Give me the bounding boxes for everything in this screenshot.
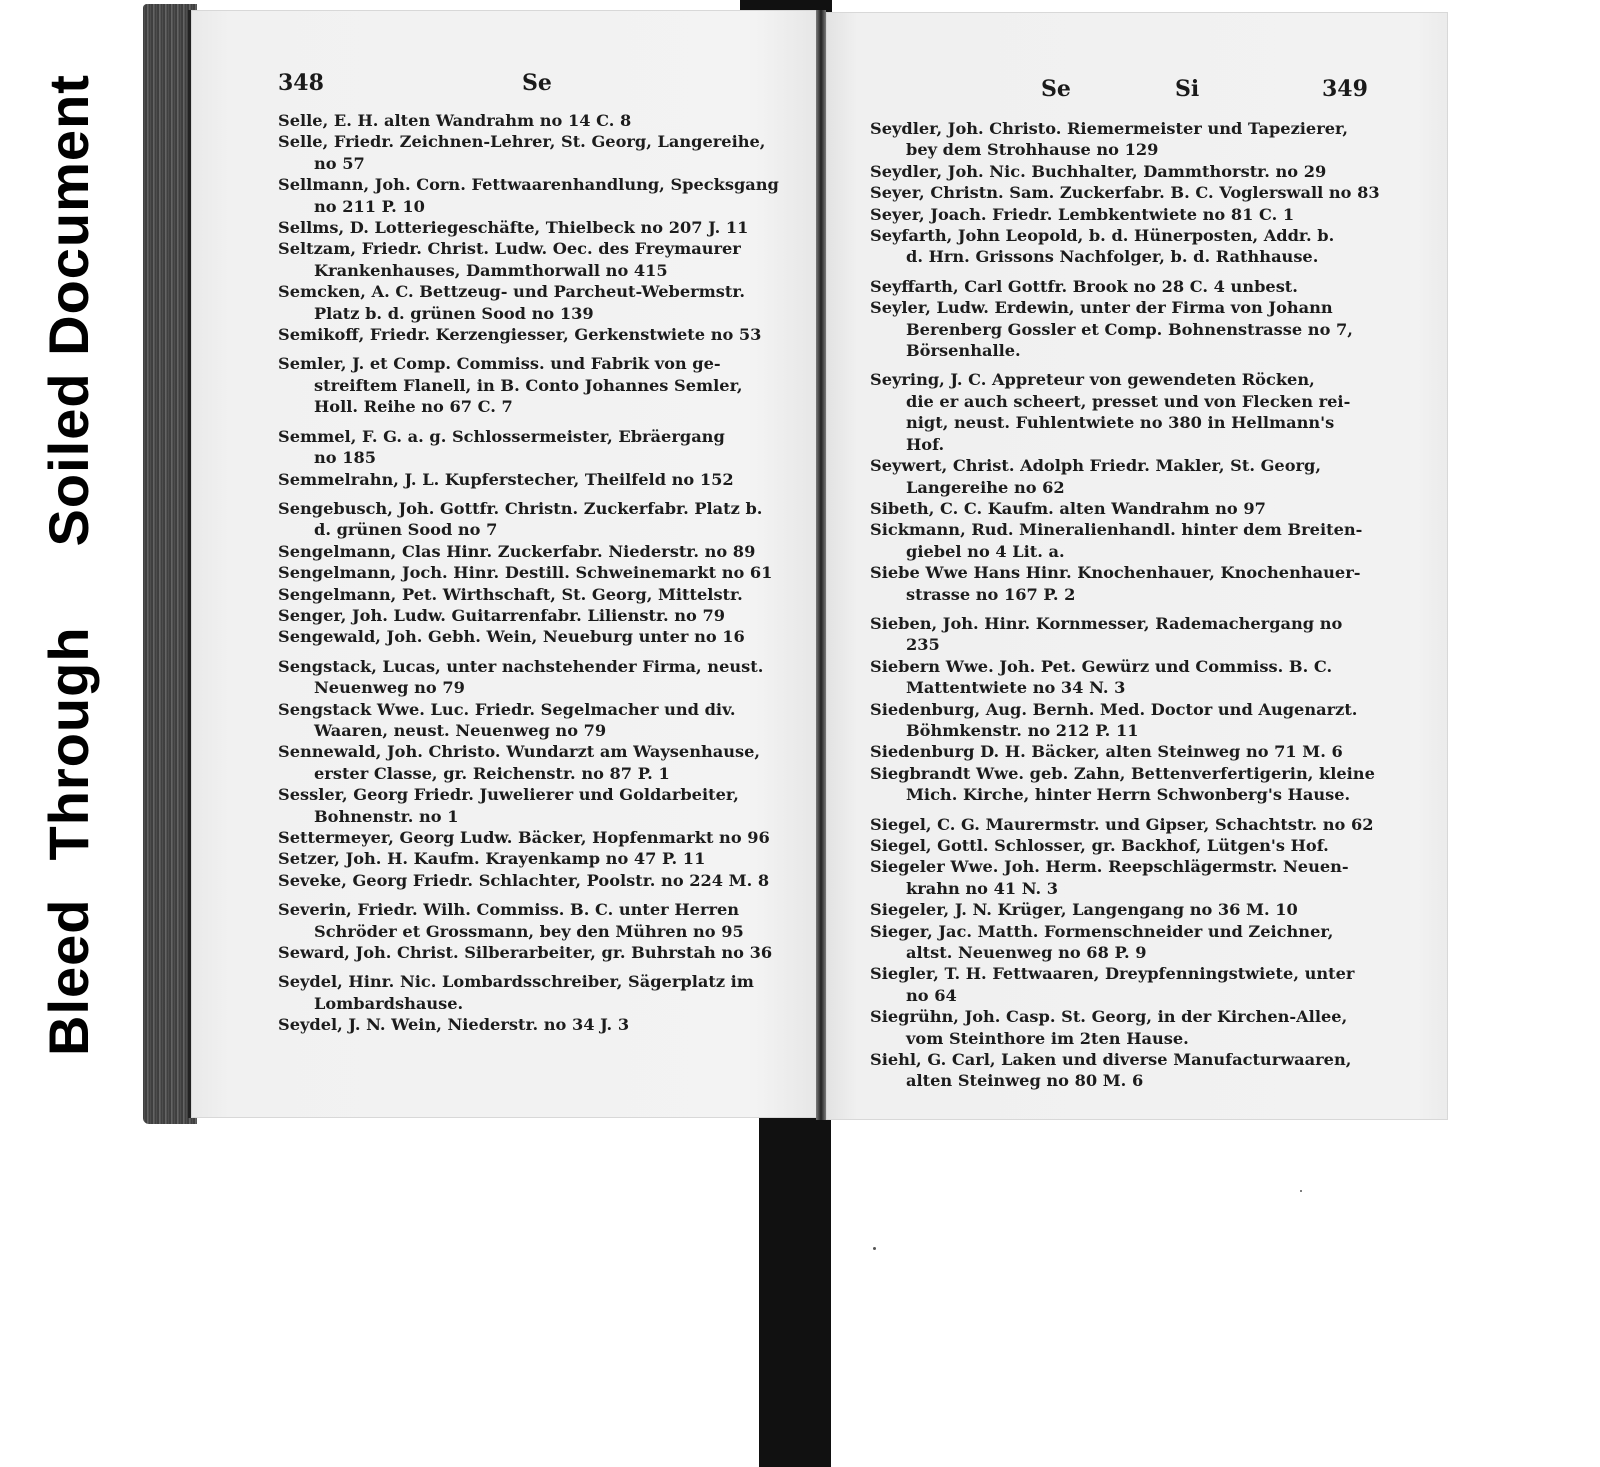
side-label xyxy=(36,74,101,1056)
directory-entry: Semikoff, Friedr. Kerzengiesser, Gerkenstwiete no 53 xyxy=(278,325,762,345)
directory-entry: Seveke, Georg Friedr. Schlachter, Poolstr. no 224 M. 8 xyxy=(278,870,770,890)
directory-entry: Sengelmann, Joch. Hinr. Destill. Schweinemarkt no 61 xyxy=(278,563,773,583)
directory-entry: Siegbrandt Wwe. geb. Zahn, Bettenverfertigerin, kleine Mich. Kirche, hinter Herrn Schwonberg's Hause. xyxy=(870,763,1375,805)
directory-entry: Seydler, Joh. Nic. Buchhalter, Dammthorstr. no 29 xyxy=(870,161,1327,181)
directory-entry: Seywert, Christ. Adolph Friedr. Makler, St. Georg, Langereihe no 62 xyxy=(870,456,1321,497)
directory-entry: Siegeler, J. N. Krüger, Langengang no 36 M. 10 xyxy=(870,900,1298,920)
left-page-header: Se xyxy=(522,70,552,96)
directory-entry: Setzer, Joh. H. Kaufm. Krayenkamp no 47 P. 11 xyxy=(278,849,706,869)
directory-entry: Seltzam, Friedr. Christ. Ludw. Oec. des Freymaurer Krankenhauses, Dammthorwall no 415 xyxy=(278,239,741,280)
directory-entry: Sengstack Wwe. Luc. Friedr. Segelmacher und div. Waaren, neust. Neuenweg no 79 xyxy=(278,699,736,740)
directory-entry: Sellmann, Joh. Corn. Fettwaarenhandlung, Specksgang no 211 P. 10 xyxy=(278,175,779,216)
directory-entry: Sengewald, Joh. Gebh. Wein, Neueburg unter no 16 xyxy=(278,627,745,647)
directory-entry: Sickmann, Rud. Mineralienhandl. hinter dem Breiten- giebel no 4 Lit. a. xyxy=(870,520,1363,561)
directory-entry: Siegrühn, Joh. Casp. St. Georg, in der Kirchen-Allee, vom Steinthore im 2ten Hause. xyxy=(870,1007,1348,1048)
directory-entry: Sennewald, Joh. Christo. Wundarzt am Waysenhause, erster Classe, gr. Reichenstr. no 87 P. 1 xyxy=(278,742,761,783)
directory-entry: Seyring, J. C. Appreteur von gewendeten Röcken, die er auch scheert, presset und von Flecken rei- nigt, neust. Fuhlentwiete no 380 in Hellmann's Hof. xyxy=(870,370,1351,454)
directory-entry: Siegel, Gottl. Schlosser, gr. Backhof, Lütgen's Hof. xyxy=(870,836,1329,855)
directory-entry: Semmelrahn, J. L. Kupferstecher, Theilfeld no 152 xyxy=(278,469,734,489)
directory-entry: Sessler, Georg Friedr. Juwelierer und Goldarbeiter, Bohnenstr. no 1 xyxy=(278,785,739,826)
directory-entry: Selle, Friedr. Zeichnen-Lehrer, St. Georg, Langereihe, no 57 xyxy=(278,132,766,173)
directory-entry: Siegler, T. H. Fettwaaren, Dreypfenningstwiete, unter no 64 xyxy=(870,964,1355,1005)
directory-entry: Sengelmann, Clas Hinr. Zuckerfabr. Niederstr. no 89 xyxy=(278,541,756,561)
directory-entry: Siedenburg D. H. Bäcker, alten Steinweg no 71 M. 6 xyxy=(870,742,1343,762)
directory-entry: Semcken, A. C. Bettzeug- und Parcheut-Webermstr. Platz b. d. grünen Sood no 139 xyxy=(278,282,746,323)
dust-speck xyxy=(1300,1190,1302,1192)
directory-entry: Sibeth, C. C. Kaufm. alten Wandrahm no 97 xyxy=(870,498,1266,518)
directory-entry: Seyer, Christn. Sam. Zuckerfabr. B. C. Voglerswall no 83 xyxy=(870,183,1380,203)
directory-entry: Siedenburg, Aug. Bernh. Med. Doctor und Augenarzt. Böhmkenstr. no 212 P. 11 xyxy=(870,699,1358,740)
side-label-word-through: Through xyxy=(37,626,100,861)
side-label-word-soiled: Soiled Document xyxy=(37,74,100,547)
directory-entry: Seydel, J. N. Wein, Niederstr. no 34 J. 3 xyxy=(278,1015,630,1035)
directory-entry: Siehl, G. Carl, Laken und diverse Manufacturwaaren, alten Steinweg no 80 M. 6 xyxy=(870,1050,1352,1091)
directory-entry: Siebern Wwe. Joh. Pet. Gewürz und Commiss. B. C. Mattentwiete no 34 N. 3 xyxy=(870,656,1333,698)
directory-entry: Severin, Friedr. Wilh. Commiss. B. C. unter Herren Schröder et Grossmann, bey den Mühren no 95 xyxy=(278,900,744,941)
directory-entry: Siegel, C. G. Maurermstr. und Gipser, Schachtstr. no 62 xyxy=(870,814,1374,834)
right-page-header-si: Si xyxy=(1175,76,1200,102)
directory-entry: Seyler, Ludw. Erdewin, unter der Firma von Johann Berenberg Gossler et Comp. Bohnenstrasse no 7, Börsenhalle. xyxy=(870,298,1353,361)
directory-entry: Senger, Joh. Ludw. Guitarrenfabr. Lilienstr. no 79 xyxy=(278,605,725,625)
directory-entry: Seyffarth, Carl Gottfr. Brook no 28 C. 4 unbest. xyxy=(870,276,1298,296)
directory-entry: Selle, E. H. alten Wandrahm no 14 C. 8 xyxy=(278,111,632,130)
directory-entry: Sieben, Joh. Hinr. Kornmesser, Rademachergang no 235 xyxy=(870,613,1343,655)
directory-entry: Sengstack, Lucas, unter nachstehender Firma, neust. Neuenweg no 79 xyxy=(278,656,764,698)
directory-entry: Sengebusch, Joh. Gottfr. Christn. Zuckerfabr. Platz b. d. grünen Sood no 7 xyxy=(278,498,763,540)
directory-entry: Siebe Wwe Hans Hinr. Knochenhauer, Knochenhauer- strasse no 167 P. 2 xyxy=(870,563,1361,604)
directory-entry: Seydler, Joh. Christo. Riemermeister und Tapezierer, bey dem Strohhause no 129 xyxy=(870,119,1349,160)
right-page-header-se: Se xyxy=(1041,76,1071,102)
directory-entry: Settermeyer, Georg Ludw. Bäcker, Hopfenmarkt no 96 xyxy=(278,828,770,847)
dust-speck xyxy=(873,1247,876,1250)
directory-entry: Siegeler Wwe. Joh. Herm. Reepschlägermstr. Neuen- krahn no 41 N. 3 xyxy=(870,857,1349,898)
directory-entry: Seyer, Joach. Friedr. Lembkentwiete no 81 C. 1 xyxy=(870,204,1295,224)
side-label-word-bleed: Bleed xyxy=(37,898,100,1056)
directory-entry: Semler, J. et Comp. Commiss. und Fabrik von ge- streiftem Flanell, in B. Conto Johannes Semler, Holl. Reihe no 67 C. 7 xyxy=(278,354,743,417)
directory-entry: Seyfarth, John Leopold, b. d. Hünerposten, Addr. b. d. Hrn. Grissons Nachfolger, b. d. Rathhause. xyxy=(870,226,1335,267)
directory-entry: Sellms, D. Lotteriegeschäfte, Thielbeck no 207 J. 11 xyxy=(278,218,749,238)
left-page-number: 348 xyxy=(278,70,324,96)
directory-entry: Seydel, Hinr. Nic. Lombardsschreiber, Sägerplatz im Lombardshause. xyxy=(278,972,754,1013)
directory-entry: Semmel, F. G. a. g. Schlossermeister, Ebräergang no 185 xyxy=(278,426,725,468)
book-gutter xyxy=(816,10,826,1120)
left-entries-list xyxy=(278,110,788,1036)
directory-entry: Sengelmann, Pet. Wirthschaft, St. Georg, Mittelstr. xyxy=(278,584,743,604)
scanner-strip-bottom xyxy=(759,1118,831,1467)
right-page-number: 349 xyxy=(1322,76,1368,102)
directory-entry: Sieger, Jac. Matth. Formenschneider und Zeichner, altst. Neuenweg no 68 P. 9 xyxy=(870,921,1334,963)
directory-entry: Seward, Joh. Christ. Silberarbeiter, gr. Buhrstah no 36 xyxy=(278,943,773,963)
right-entries-list xyxy=(870,118,1380,1092)
